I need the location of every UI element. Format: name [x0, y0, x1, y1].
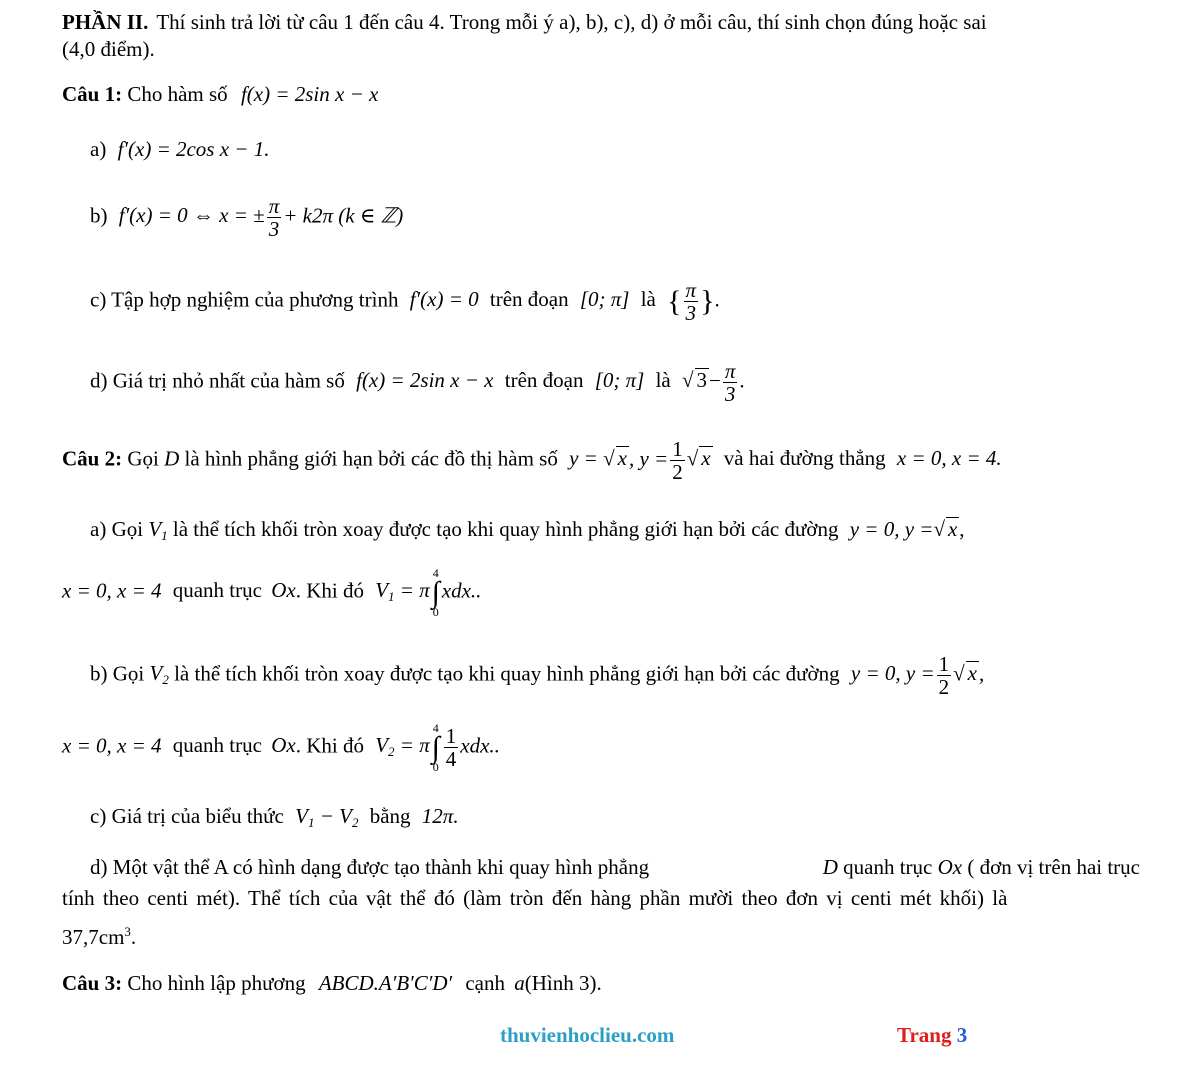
solution-set-fraction: $\frac{\pi}{3}$ [685, 278, 697, 326]
part-instruction: Thí sinh trả lời từ câu 1 đến câu 4. Trong mỗi ý a), b), c), d) ở mỗi câu, thí sinh chọn đúng hoặc sai [156, 10, 987, 34]
pi-over-3-fraction: $\frac{\pi}{3}$ [268, 194, 280, 242]
half-fraction: $\frac{1}{2}$ [672, 437, 683, 485]
q3-intro: Câu 3: Cho hình lập phương ABCD.A′B′C′D′ cạnh a(Hình 3). [62, 971, 602, 995]
part-heading: PHẦN II. [62, 10, 149, 34]
q2-option-c: c) Giá trị của biểu thức $V_1 - V_2$ bằng 12π. [90, 804, 459, 830]
q1-option-c: c) Tập hợp nghiệm của phương trình f′(x) = 0 trên đoạn [0; π] là { $\frac{\pi}{3}$ }. [90, 278, 720, 326]
q1-label: Câu 1: [62, 82, 123, 106]
integral-sign: 4 ∫ 0 [431, 566, 440, 619]
q2-option-b-line-2: x = 0, x = 4 quanh trục Ox. Khi đó $V_2 = \pi$ 4 ∫ 0 $\frac{1}{4}$ xdx.. [62, 721, 500, 774]
q2-option-a-line-1: a) Gọi $V_1$ là thể tích khối tròn xoay được tạo khi quay hình phẳng giới hạn bởi các đường y = 0, y =√ x, [90, 517, 965, 543]
part-instruction-line-1 [62, 12, 1140, 33]
q1-option-b: b) f′(x) = 0 ⇔ x = ± $\frac{\pi}{3}$ + k2π (k ∈ ℤ) [90, 194, 404, 242]
q2-option-d-line-2: tính theo centi mét). Thể tích của vật thể đó (làm tròn đến hàng phần mười theo đơn vị centi mét khối) là [62, 886, 1008, 910]
q2-label: Câu 2: [62, 446, 123, 471]
q2-option-b-line-1: b) Gọi $V_2$ là thể tích khối tròn xoay được tạo khi quay hình phẳng giới hạn bởi các đường y = 0, y = $\frac{1}{2}$ √ x, [90, 652, 985, 700]
q1-option-d: d) Giá trị nhỏ nhất của hàm số f(x) = 2sin x − x trên đoạn [0; π] là √ 3− $\frac{\pi}{3}$ . [90, 359, 745, 407]
q1-option-a: a) f′(x) = 2cos x − 1. [90, 137, 270, 161]
q2-intro: Câu 2: Gọi D là hình phẳng giới hạn bởi các đồ thị hàm số y = √ x, y = $\frac{1}{2}$ √ x và hai đường thẳng x = 0, x = 4. [62, 437, 1002, 485]
min-value-fraction: $\frac{\pi}{3}$ [724, 359, 736, 407]
q3-label: Câu 3: [62, 971, 123, 995]
q2-option-a-line-2: x = 0, x = 4 quanh trục Ox. Khi đó $V_1 = \pi$ 4 ∫ 0 xdx.. [62, 566, 482, 619]
q2-option-d-line-1: d) Một vật thể A có hình dạng được tạo thành khi quay hình phẳng D quanh trục Ox ( đơn vị trên hai trục [90, 855, 1140, 879]
q1-intro: Câu 1: Cho hàm số f(x) = 2sin x − x [62, 82, 379, 106]
page-number: 3 [956, 1023, 968, 1047]
footer-site-link[interactable]: thuvienhoclieu.com [500, 1023, 675, 1047]
q1-function: f(x) = 2sin x − x [240, 82, 379, 106]
integral-sign: 4 ∫ 0 [431, 721, 440, 774]
footer-page: Trang 3 [897, 1023, 968, 1047]
part-points: (4,0 điểm). [62, 37, 155, 61]
q2-option-d-line-3: $37,7cm^3$. [62, 924, 137, 949]
